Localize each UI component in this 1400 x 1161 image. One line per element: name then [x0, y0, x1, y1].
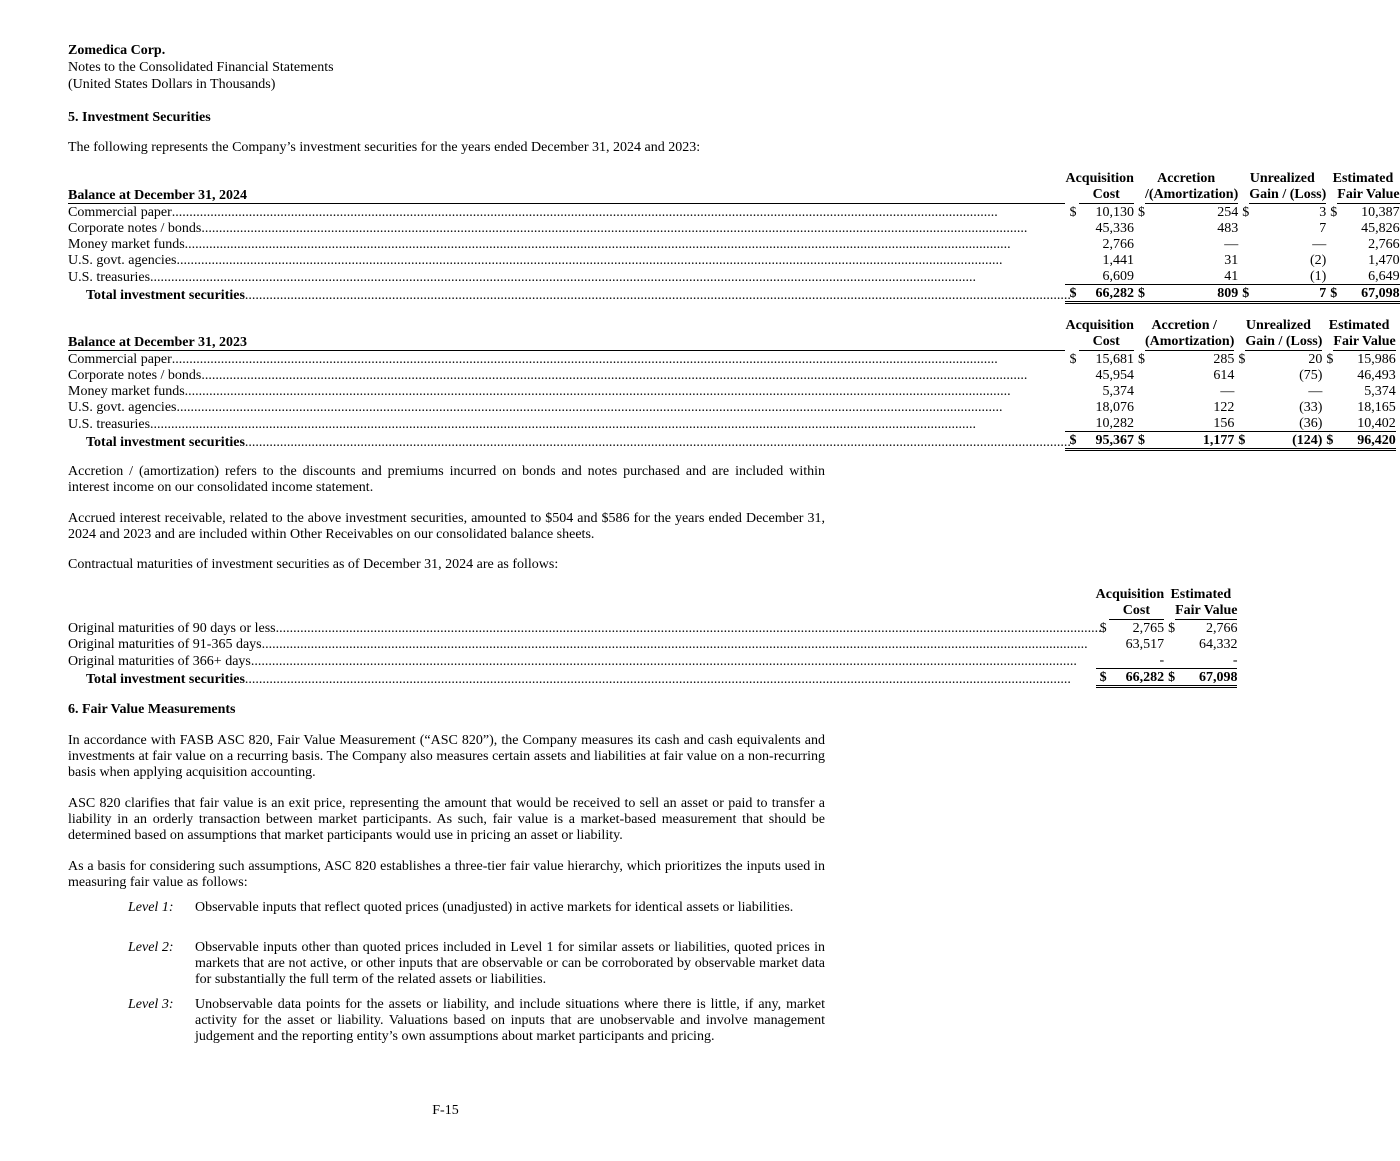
cell-cost: 5,374 — [1102, 384, 1134, 399]
cell-cost: 15,681 — [1095, 352, 1134, 367]
accretion-paragraph: Accretion / (amortization) refers to the discounts and premiums incurred on bonds and notes purchased and are included within interest income on our consolidated income statement. — [68, 464, 825, 495]
table-row — [68, 415, 1396, 432]
table-row — [68, 204, 1400, 221]
cell-gain: 20 — [1308, 352, 1323, 367]
cell-fv: 5,374 — [1364, 384, 1396, 399]
page-number: F-15 — [432, 1103, 459, 1118]
table-row — [68, 236, 1400, 252]
currency-symbol: $ — [1238, 285, 1249, 303]
total-label: Total investment securities..... — [68, 669, 1096, 687]
cell-fv: 46,493 — [1357, 368, 1396, 383]
leader-dots — [201, 368, 1065, 383]
currency-symbol: $ — [1069, 205, 1077, 220]
currency-symbol: $ — [1065, 432, 1078, 450]
cell-gain: (1) — [1309, 269, 1327, 284]
leader-dots — [185, 384, 1065, 399]
cell-cost: 10,130 — [1095, 205, 1134, 220]
investments-2024-table: Acquisition Accretion Unrealized Estimated Balance at December 31, 2024 Cost /(Amortization) Gain / (Loss) Fair Value Commercial paper..... $ 10,130 $ 254 $ 3 $ 10,387 Corporate notes / bonds..... 45,336 483 7 45,826 Money market funds..... 2,766 — — 2,766 U.S. govt. agencies..... 1,441 31 (2) 1,470 U.S. treasuries..... 6,609 41 (1) 6,649 Total investment securities..... $ 66,282 $ 809 $ 7 $ 67,098 — [68, 171, 1400, 304]
company-name: Zomedica Corp. — [68, 43, 166, 58]
cell-fv: 6,649 — [1368, 269, 1400, 284]
cell-cost: 1,441 — [1102, 253, 1134, 268]
cell-accr: 156 — [1213, 416, 1235, 431]
currency-symbol: $ — [1242, 205, 1250, 220]
total-gain: 7 — [1249, 285, 1326, 303]
row-label: U.S. govt. agencies..... — [68, 399, 1065, 415]
investments-2023-table: Acquisition Accretion / Unrealized Estimated Balance at December 31, 2023 Cost (Amortization) Gain / (Loss) Fair Value Commercial paper..... $ 15,681 $ 285 $ 20 $ 15,986 Corporate notes / bonds..... 45,954 614 (75) 46,493 Money market funds..... 5,374 — — 5,374 U.S. govt. agencies..... 18,076 122 (33) 18,165 U.S. treasuries..... 10,282 156 (36) 10,402 Total investment securities..... $ 95,367 $ 1,177 $ (124) $ 96,420 — [68, 318, 1396, 451]
section-5-intro: The following represents the Company’s investment securities for the years ended December 31, 2024 and 2023: — [68, 140, 701, 155]
currency-symbol: $ — [1164, 669, 1175, 687]
cell-cost: - — [1159, 653, 1165, 668]
cell-accr: — — [1224, 237, 1239, 252]
cell-gain: — — [1312, 237, 1327, 252]
cell-fv: 10,402 — [1357, 416, 1396, 431]
row-label: U.S. govt. agencies..... — [68, 252, 1065, 268]
cell-fv: 45,826 — [1361, 221, 1400, 236]
currency-symbol: $ — [1137, 352, 1145, 367]
leader-dots — [276, 621, 1096, 636]
table-row — [68, 652, 1237, 669]
leader-dots — [176, 400, 1065, 415]
total-label: Total investment securities..... — [68, 432, 1065, 450]
row-label: Original maturities of 91-365 days..... — [68, 636, 1096, 652]
cell-gain: 7 — [1319, 221, 1327, 236]
currency-symbol: $ — [1326, 285, 1337, 303]
currency-symbol: $ — [1137, 205, 1145, 220]
col-head-cost: Acquisition — [1065, 171, 1134, 186]
cell-cost: 10,282 — [1095, 416, 1134, 431]
cell-fv: 64,332 — [1198, 637, 1238, 652]
cell-cost: 45,336 — [1095, 221, 1134, 236]
total-cost: 66,282 — [1079, 285, 1134, 303]
currency-symbol: $ — [1234, 432, 1245, 450]
cell-cost: 63,517 — [1125, 637, 1165, 652]
cell-accr: — — [1220, 384, 1235, 399]
cell-gain: — — [1308, 384, 1323, 399]
table-row — [68, 620, 1237, 637]
maturities-intro: Contractual maturities of investment securities as of December 31, 2024 are as follows: — [68, 557, 559, 572]
currency-symbol: $ — [1099, 621, 1107, 636]
cell-cost: 2,766 — [1102, 237, 1134, 252]
cell-accr: 122 — [1213, 400, 1235, 415]
cell-accr: 285 — [1213, 352, 1235, 367]
currency-symbol: $ — [1069, 352, 1077, 367]
leader-dots — [150, 417, 1065, 432]
total-fv: 96,420 — [1333, 432, 1395, 450]
cell-gain: (2) — [1309, 253, 1327, 268]
currency-symbol: $ — [1096, 669, 1109, 687]
currency-symbol: $ — [1238, 352, 1246, 367]
table-row — [68, 399, 1396, 415]
cell-cost: 2,765 — [1132, 621, 1165, 636]
table-row — [68, 383, 1396, 399]
currency-symbol: $ — [1168, 621, 1176, 636]
total-label: Total investment securities..... — [68, 285, 1065, 303]
cell-gain: 3 — [1319, 205, 1327, 220]
section-6-title: 6. Fair Value Measurements — [68, 702, 236, 717]
section-6-paragraph-3: As a basis for considering such assumptions, ASC 820 establishes a three-tier fair value hierarchy, which prioritizes the inputs used in measuring fair value as follows: — [68, 859, 825, 890]
cell-cost: 6,609 — [1102, 269, 1134, 284]
currency-symbol: $ — [1326, 352, 1334, 367]
leader-dots — [262, 637, 1090, 652]
cell-accr: 254 — [1217, 205, 1239, 220]
cell-fv: 1,470 — [1368, 253, 1400, 268]
cell-accr: 614 — [1213, 368, 1235, 383]
cell-gain: (36) — [1299, 416, 1323, 431]
cell-fv: - — [1232, 653, 1238, 668]
table-row — [68, 252, 1400, 268]
notes-title: Notes to the Consolidated Financial Statements — [68, 60, 334, 75]
currency-symbol: $ — [1134, 285, 1145, 303]
row-label: Original maturities of 366+ days..... — [68, 652, 1096, 669]
table-row — [68, 268, 1400, 285]
row-label: Corporate notes / bonds..... — [68, 367, 1065, 383]
currency-symbol: $ — [1322, 432, 1333, 450]
leader-dots — [172, 205, 1065, 220]
currency-symbol: $ — [1134, 432, 1145, 450]
cell-fv: 15,986 — [1357, 352, 1396, 367]
leader-dots — [176, 253, 1065, 268]
table-row — [68, 351, 1396, 368]
total-accr: 809 — [1145, 285, 1238, 303]
row-label: Original maturities of 90 days or less..... — [68, 620, 1096, 637]
cell-fv: 2,766 — [1368, 237, 1400, 252]
accrued-interest-paragraph: Accrued interest receivable, related to the above investment securities, amounted to $504 and $586 for the years ended December 31, 2024 and 2023 and are included within Other Receivables on our consolidated balance sheets. — [68, 511, 825, 542]
cell-fv: 2,766 — [1205, 621, 1238, 636]
currency-symbol: $ — [1330, 205, 1338, 220]
total-row — [68, 285, 1400, 303]
table-row — [68, 636, 1237, 652]
cell-cost: 18,076 — [1095, 400, 1134, 415]
leader-dots — [245, 435, 1065, 450]
cell-cost: 45,954 — [1095, 368, 1134, 383]
cell-accr: 483 — [1217, 221, 1239, 236]
leader-dots — [251, 654, 1090, 669]
currency-symbol: $ — [1065, 285, 1078, 303]
total-fv: 67,098 — [1175, 669, 1237, 687]
total-cost: 66,282 — [1109, 669, 1164, 687]
total-accr: 1,177 — [1145, 432, 1234, 450]
maturities-table: Acquisition Estimated Cost Fair Value Original maturities of 90 days or less..... $ 2,765 $ 2,766 Original maturities of 91-365 days..... 63,517 64,332 Original maturities of 366+ days..... - - Total investment securities..... $ 66,282 $ 67,098 — [68, 587, 1237, 688]
cell-accr: 41 — [1224, 269, 1239, 284]
document-page: Zomedica Corp. Notes to the Consolidated Financial Statements (United States Dollars in Thousands) 5. Investment Securities The following represents the Company’s investment securities for the years ended December 31, 2024 and 2023: Acquisition Accretion Unrealized Estimated Balance at December 31, 2024 Cost /(Amortization) Gain / (Loss) Fair Value Commercial paper..... $ 10,130 $ 254 $ 3 $ 10,387 Corporate notes / bonds..... 45,336 483 7 45,826 Money market funds..... 2,766 — — 2,766 U.S. govt. agencies..... 1,441 31 (2) 1,470 U.S. treasuries..... 6,609 41 (1) 6,649 Total investment securities..... $ 66,282 $ 809 $ 7 $ 67,098 Acquisition Accretion / Unrealized Estimated Balance at December 31, 2023 Cost (Amortization) Gain / (Loss) Fair Value Commercial paper..... $ 15,681 $ 285 $ 20 $ 15,986 Corporate notes / bonds..... 45,954 614 (75) 46,493 Money market funds..... 5,374 — — 5,374 U.S. govt. agencies..... 18,076 122 (33) 18,165 U.S. treasuries..... 10,282 156 (36) 10,402 Total investment securities..... $ 95,367 $ 1,177 $ (124) $ 96,420 Accretion / (amortization) refers to the discounts and premiums incurred on bonds and notes purchased and are included within interest income on our consolidated income statement. Accrued interest receivable, related to the above investment securities, amounted to $504 and $586 for the years ended December 31, 2024 and 2023 and are included within Other Receivables on our consolidated balance sheets. Contractual maturities of investment securities as of December 31, 2024 are as follows: Acquisition Estimated Cost Fair Value Original maturities of 90 days or less..... $ 2,765 $ 2,766 Original maturities of 91-365 days..... 63,517 64,332 Original maturities of 366+ days..... - - Total investment securities..... $ 66,282 $ 67,098 6. Fair Value Measurements In accordance with FASB ASC 820, Fair Value Measurement (“ASC 820”), the Company measures its cash and cash equivalents and investments at fair value on a recurring basis. The Company also measures certain assets and liabilities at fair value on a non-recurring basis when applying acquisition accounting. ASC 820 clarifies that fair value is an exit price, representing the amount that would be received to sell an asset or paid to transfer a liability in an orderly transaction between market participants. As such, fair value is a market-based measurement that should be determined based on assumptions that market participants would use in pricing an asset or liability. As a basis for considering such assumptions, ASC 820 establishes a three-tier fair value hierarchy, which prioritizes the inputs used in measuring fair value as follows: Level 1: Observable inputs that reflect quoted prices (unadjusted) in active markets for identical assets or liabilities. Level 2: Observable inputs other than quoted prices included in Level 1 for similar assets or liabilities, quoted prices in markets that are not active, or other inputs that are observable or can be corroborated by observable market data for substantially the full term of the related assets or liabilities. Level 3: Unobservable data points for the assets or liability, and include situations where there is little, if any, market activity for the asset or liability. Valuations based on inputs that are unobservable and involve management judgement and the reporting entity’s own assumptions about market participants and pricing. F-15 — [0, 0, 891, 1161]
row-label: U.S. treasuries..... — [68, 268, 1065, 285]
row-label: Money market funds..... — [68, 383, 1065, 399]
table-title: Balance at December 31, 2023 — [68, 334, 1065, 351]
row-label: U.S. treasuries..... — [68, 415, 1065, 432]
row-label: Money market funds..... — [68, 236, 1065, 252]
cell-fv: 10,387 — [1361, 205, 1400, 220]
table-row — [68, 220, 1400, 236]
leader-dots — [172, 352, 1065, 367]
section-6-paragraph-2: ASC 820 clarifies that fair value is an exit price, representing the amount that would be received to sell an asset or paid to transfer a liability in an orderly transaction between market participants. As such, fair value is a market-based measurement that should be determined based on assumptions that market participants would use in pricing an asset or liability. — [68, 796, 825, 843]
total-row — [68, 432, 1396, 450]
section-5-title: 5. Investment Securities — [68, 110, 211, 125]
total-fv: 67,098 — [1337, 285, 1399, 303]
section-6-paragraph-1: In accordance with FASB ASC 820, Fair Value Measurement (“ASC 820”), the Company measures its cash and cash equivalents and investments at fair value on a recurring basis. The Company also measures certain assets and liabilities at fair value on a non-recurring basis when applying acquisition accounting. — [68, 733, 825, 780]
cell-fv: 18,165 — [1357, 400, 1396, 415]
total-gain: (124) — [1245, 432, 1322, 450]
cell-accr: 31 — [1224, 253, 1239, 268]
leader-dots — [245, 288, 1065, 303]
table-row — [68, 367, 1396, 383]
leader-dots — [150, 270, 1065, 285]
col-head-accretion: Accretion — [1157, 171, 1216, 186]
row-label: Corporate notes / bonds..... — [68, 220, 1065, 236]
total-row — [68, 669, 1237, 687]
col-head-gain: Unrealized — [1249, 171, 1315, 186]
col-head-fair-value: Estimated — [1332, 171, 1394, 186]
cell-gain: (33) — [1299, 400, 1323, 415]
currency-note: (United States Dollars in Thousands) — [68, 77, 276, 92]
leader-dots — [201, 221, 1065, 236]
row-label: Commercial paper..... — [68, 204, 1065, 221]
leader-dots — [245, 672, 1090, 687]
total-cost: 95,367 — [1079, 432, 1134, 450]
cell-gain: (75) — [1299, 368, 1323, 383]
row-label: Commercial paper..... — [68, 351, 1065, 368]
table-title: Balance at December 31, 2024 — [68, 187, 1065, 204]
leader-dots — [185, 237, 1065, 252]
